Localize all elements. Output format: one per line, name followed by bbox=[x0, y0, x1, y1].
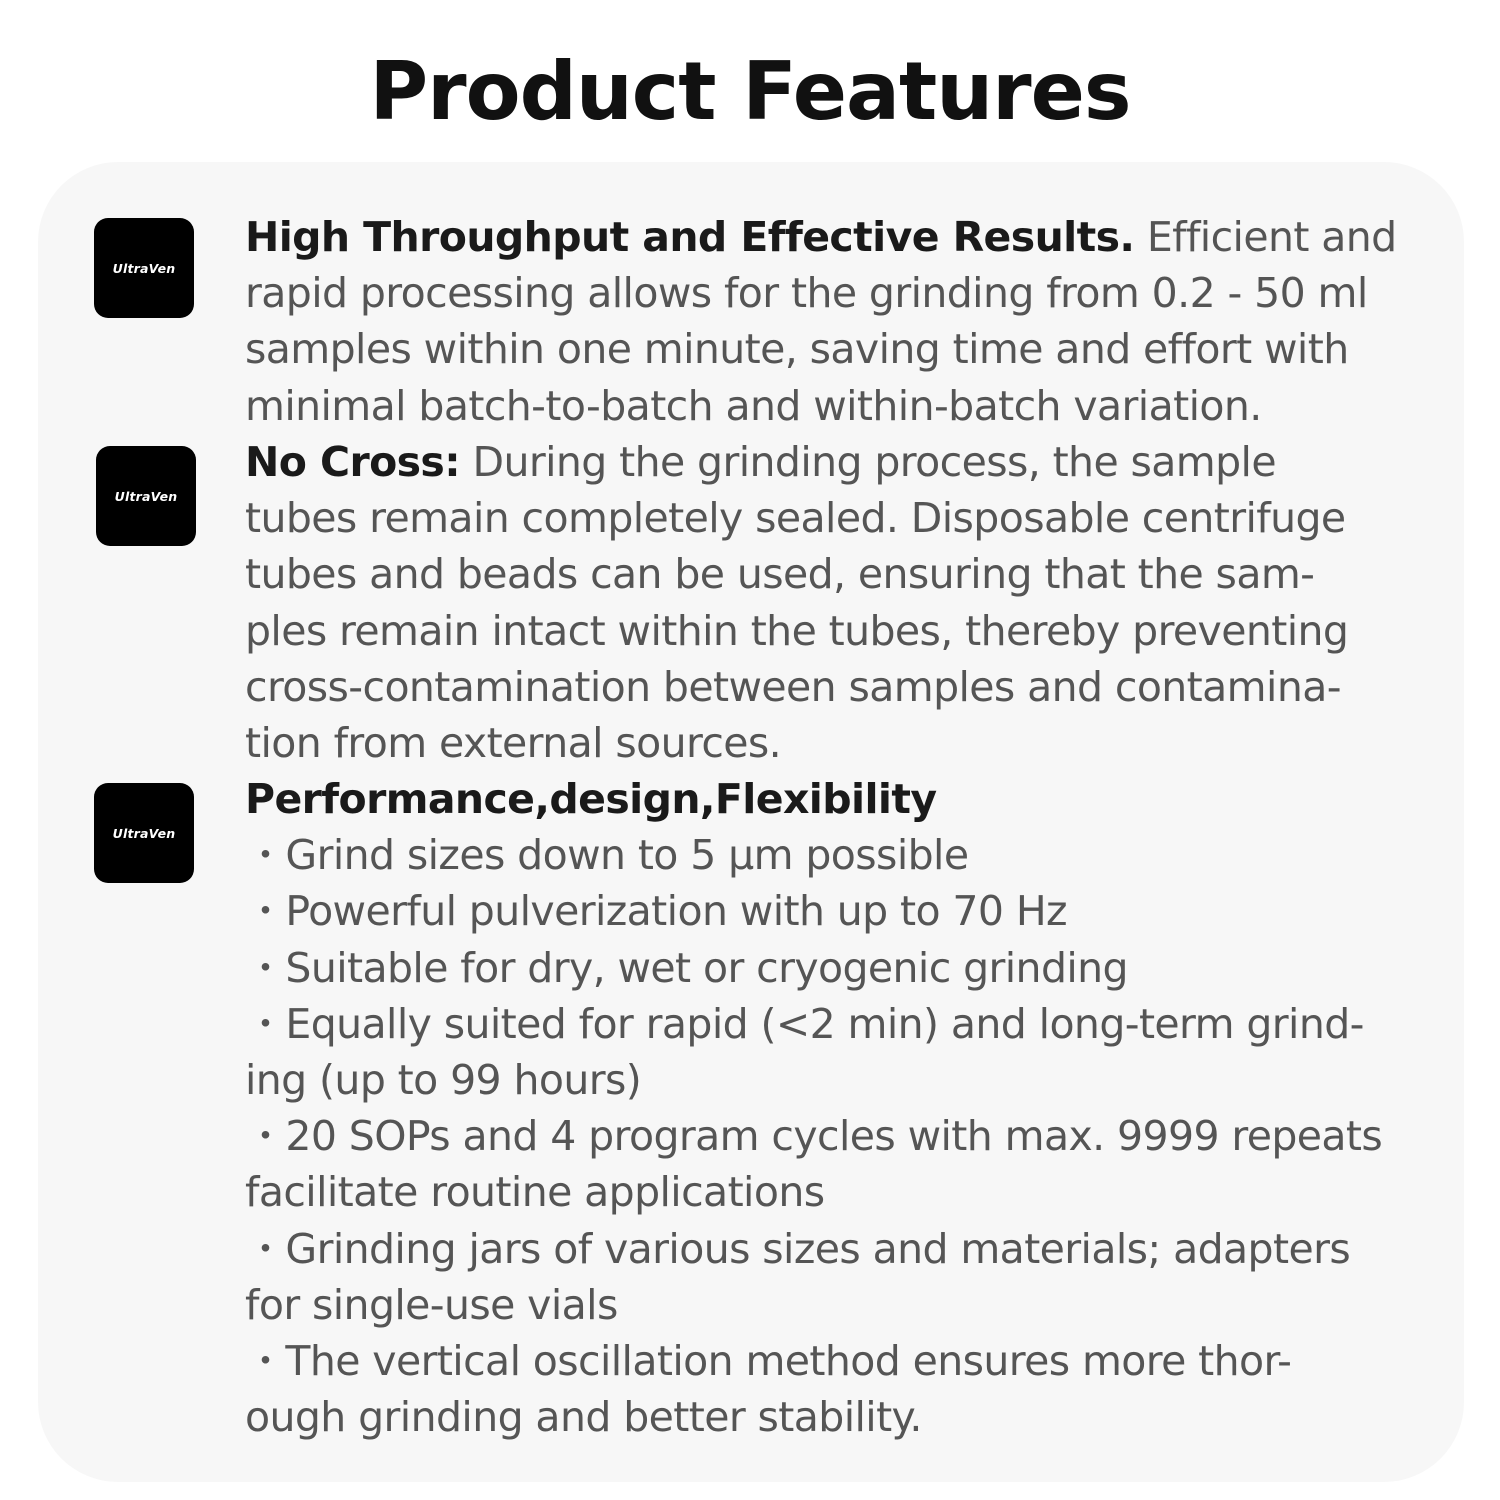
feature-heading: Performance,design,Flexibility bbox=[245, 775, 937, 823]
feature-line: minimal batch-to-batch and within-batch variation. bbox=[245, 381, 1262, 430]
brand-logo-badge bbox=[94, 218, 194, 318]
feature-heading: High Throughput and Effective Results. bbox=[245, 213, 1135, 261]
brand-logo-badge bbox=[94, 783, 194, 883]
feature-line: tubes and beads can be used, ensuring that the sam- bbox=[245, 550, 1315, 599]
page-title: Product Features bbox=[369, 45, 1131, 138]
feature-block-no-cross bbox=[245, 434, 1445, 771]
feature-line: ples remain intact within the tubes, thereby preventing bbox=[245, 606, 1349, 655]
feature-line: tion from external sources. bbox=[245, 718, 782, 767]
feature-bullet: ・Suitable for dry, wet or cryogenic grinding bbox=[245, 943, 1128, 992]
brand-logo-text: UltraVen bbox=[112, 825, 176, 841]
feature-line: ough grinding and better stability. bbox=[245, 1393, 922, 1442]
feature-line: samples within one minute, saving time and effort with bbox=[245, 325, 1349, 374]
feature-bullet: ・Grind sizes down to 5 µm possible bbox=[245, 831, 969, 880]
feature-bullet: ・Grinding jars of various sizes and materials; adapters bbox=[245, 1224, 1351, 1273]
brand-logo-badge bbox=[96, 446, 196, 546]
feature-block-performance bbox=[245, 771, 1445, 1445]
feature-line: During the grinding process, the sample bbox=[460, 438, 1276, 486]
feature-heading: No Cross: bbox=[245, 438, 461, 486]
feature-bullet: ・Equally suited for rapid (<2 min) and long-term grind- bbox=[245, 999, 1364, 1048]
feature-line: facilitate routine applications bbox=[245, 1168, 825, 1217]
feature-line: tubes remain completely sealed. Disposable centrifuge bbox=[245, 494, 1346, 543]
feature-line: Efficient and bbox=[1134, 213, 1397, 261]
feature-line: ing (up to 99 hours) bbox=[245, 1055, 642, 1104]
feature-bullet: ・Powerful pulverization with up to 70 Hz bbox=[245, 887, 1067, 936]
brand-logo-text: UltraVen bbox=[112, 260, 176, 276]
feature-line: cross-contamination between samples and contamina- bbox=[245, 662, 1341, 711]
feature-bullet: ・20 SOPs and 4 program cycles with max. 9999 repeats bbox=[245, 1112, 1383, 1161]
feature-line: for single-use vials bbox=[245, 1280, 618, 1329]
brand-logo-text: UltraVen bbox=[114, 488, 178, 504]
feature-bullet: ・The vertical oscillation method ensures more thor- bbox=[245, 1336, 1292, 1385]
feature-line: rapid processing allows for the grinding from 0.2 - 50 ml bbox=[245, 269, 1368, 318]
feature-block-throughput bbox=[245, 209, 1445, 434]
